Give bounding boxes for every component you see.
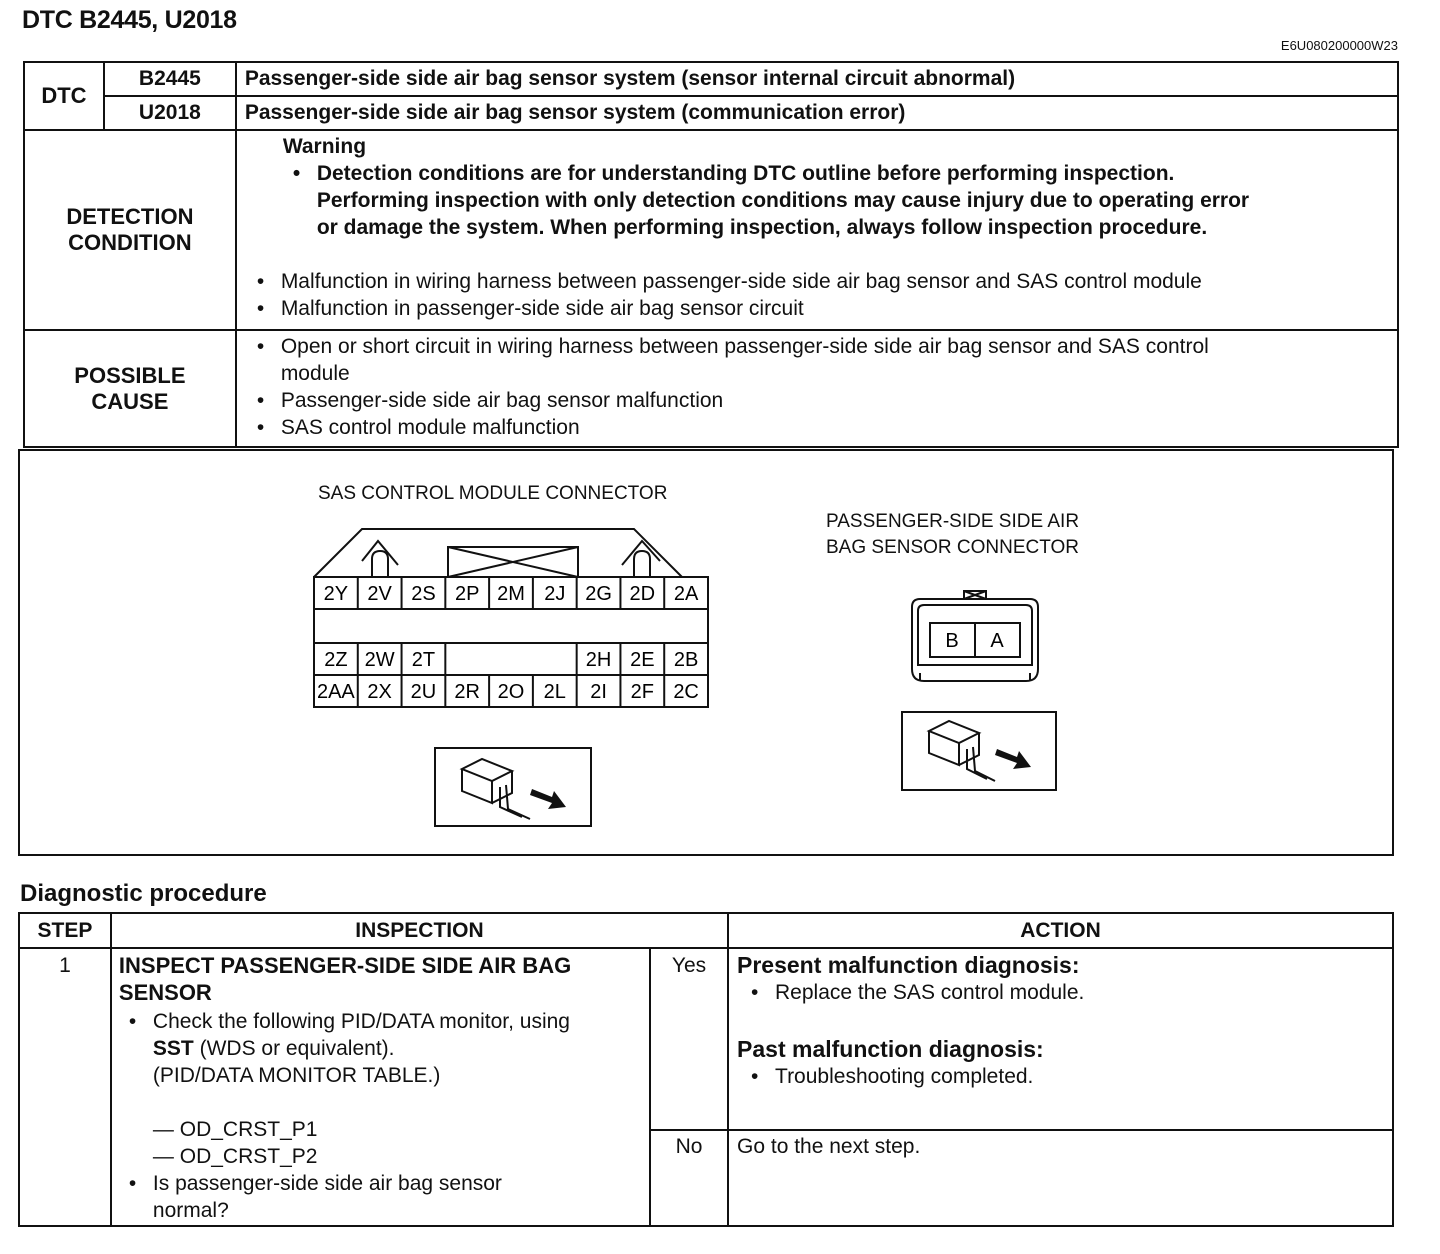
step-number: 1 — [19, 948, 111, 1226]
possible-cause-list — [237, 333, 1397, 441]
sensor-pin-a: A — [990, 630, 1004, 652]
sas-row3-pins — [314, 643, 708, 675]
list-item: • Troubleshooting completed. — [741, 1063, 1384, 1090]
list-item: • Is passenger-side side air bag sensor normal? — [119, 1170, 643, 1224]
list-item: • Check the following PID/DATA monitor, using SST (WDS or equivalent). (PID/DATA MONITOR TABLE.) — OD_CRST_P1 — OD_CRST_P2 — [119, 1008, 643, 1170]
header-action: ACTION — [728, 913, 1393, 948]
dtc-table — [23, 61, 1399, 448]
connector-pin-label: 2I — [590, 681, 607, 703]
dtc-code: U2018 — [104, 96, 236, 130]
list-item: • Open or short circuit in wiring harness between passenger-side side air bag sensor and SAS control module — [247, 333, 1397, 387]
connector-pin-label: 2T — [411, 649, 436, 671]
inspection-content — [111, 948, 650, 1226]
connector-pin-label: 2S — [411, 583, 436, 605]
dtc-description: Passenger-side side air bag sensor system (communication error) — [236, 96, 1398, 130]
document-id: E6U080200000W23 — [1280, 38, 1398, 53]
pid-item: — OD_CRST_P2 — [152, 1145, 318, 1168]
sas-row1-pins — [314, 577, 708, 609]
sensor-connector-drawing — [900, 581, 1050, 691]
connector-pin-label: 2E — [630, 649, 655, 671]
connector-pin-label: 2H — [585, 649, 612, 671]
connector-pin-label: 2C — [673, 681, 699, 703]
possible-cause-label: POSSIBLE CAUSE — [24, 330, 236, 447]
connector-pin-label: 2O — [497, 681, 525, 703]
dtc-label: DTC — [24, 62, 104, 130]
header-step: STEP — [19, 913, 111, 948]
connector-pin-label: 2U — [410, 681, 437, 703]
connector-pin-label: 2G — [585, 583, 612, 605]
sas-connector-label: SAS CONTROL MODULE CONNECTOR — [318, 483, 668, 504]
dtc-description: Passenger-side side air bag sensor system (sensor internal circuit abnormal) — [236, 62, 1398, 96]
detection-condition-content — [236, 130, 1398, 330]
section-title: Diagnostic procedure — [20, 880, 267, 907]
connector-pin-label: 2P — [454, 583, 480, 605]
connector-pin-label: 2Y — [323, 583, 349, 605]
yes-label: Yes — [650, 948, 728, 1130]
detection-list — [237, 268, 1397, 322]
connector-pin-label: 2F — [630, 681, 655, 703]
connector-pin-label: 2M — [497, 583, 525, 605]
pid-item: — OD_CRST_P1 — [152, 1118, 318, 1141]
list-item: • Malfunction in passenger-side side air bag sensor circuit — [247, 295, 1397, 322]
harness-probe-icon — [901, 711, 1057, 791]
inspection-list — [119, 1008, 643, 1224]
connector-pin-label: 2Z — [324, 649, 348, 671]
dtc-code: B2445 — [104, 62, 236, 96]
list-item: • Replace the SAS control module. — [741, 979, 1384, 1006]
warning-list — [283, 160, 1397, 241]
diagnostic-table — [18, 912, 1394, 1227]
connector-pin-label: 2AA — [316, 681, 355, 703]
yes-action: Present malfunction diagnosis: • Replace the SAS control module. Past malfunction diagnosis: • Troubleshooting completed. — [728, 948, 1393, 1130]
inspection-title: INSPECT PASSENGER-SIDE SIDE AIR BAG SENSOR — [118, 953, 572, 1005]
detection-condition-label: DETECTION CONDITION — [24, 130, 236, 330]
no-label: No — [650, 1130, 728, 1226]
header-inspection: INSPECTION — [111, 913, 728, 948]
page-title: DTC B2445, U2018 — [22, 6, 237, 34]
connector-pin-label: 2B — [673, 649, 699, 671]
connector-diagram — [18, 449, 1394, 856]
connector-pin-label: 2J — [544, 583, 566, 605]
sensor-connector-label: PASSENGER-SIDE SIDE AIR BAG SENSOR CONNECTOR — [826, 511, 1080, 558]
connector-pin-label: 2V — [367, 583, 392, 605]
harness-probe-icon — [434, 747, 592, 827]
list-item: • Malfunction in wiring harness between passenger-side side air bag sensor and SAS control module — [247, 268, 1397, 295]
list-item: • SAS control module malfunction — [247, 414, 1397, 441]
sas-row4-pins — [314, 675, 708, 707]
list-item: • Passenger-side side air bag sensor malfunction — [247, 387, 1397, 414]
connector-pin-label: 2X — [367, 681, 392, 703]
connector-pin-label: 2L — [543, 681, 566, 703]
connector-pin-label: 2W — [364, 649, 395, 671]
connector-pin-label: 2R — [454, 681, 481, 703]
possible-cause-content — [236, 330, 1398, 447]
connector-pin-label: 2A — [673, 583, 699, 605]
warning-item: • Detection conditions are for understanding DTC outline before performing inspection. Performing inspection with only detection conditions may cause injury due to operating error or damage the system. When performing inspection, always follow inspection procedure. — [283, 160, 1397, 241]
no-action: Go to the next step. — [728, 1130, 1393, 1226]
sensor-pin-b: B — [945, 630, 959, 652]
warning-title: Warning — [282, 135, 367, 158]
connector-pin-label: 2D — [629, 583, 656, 605]
